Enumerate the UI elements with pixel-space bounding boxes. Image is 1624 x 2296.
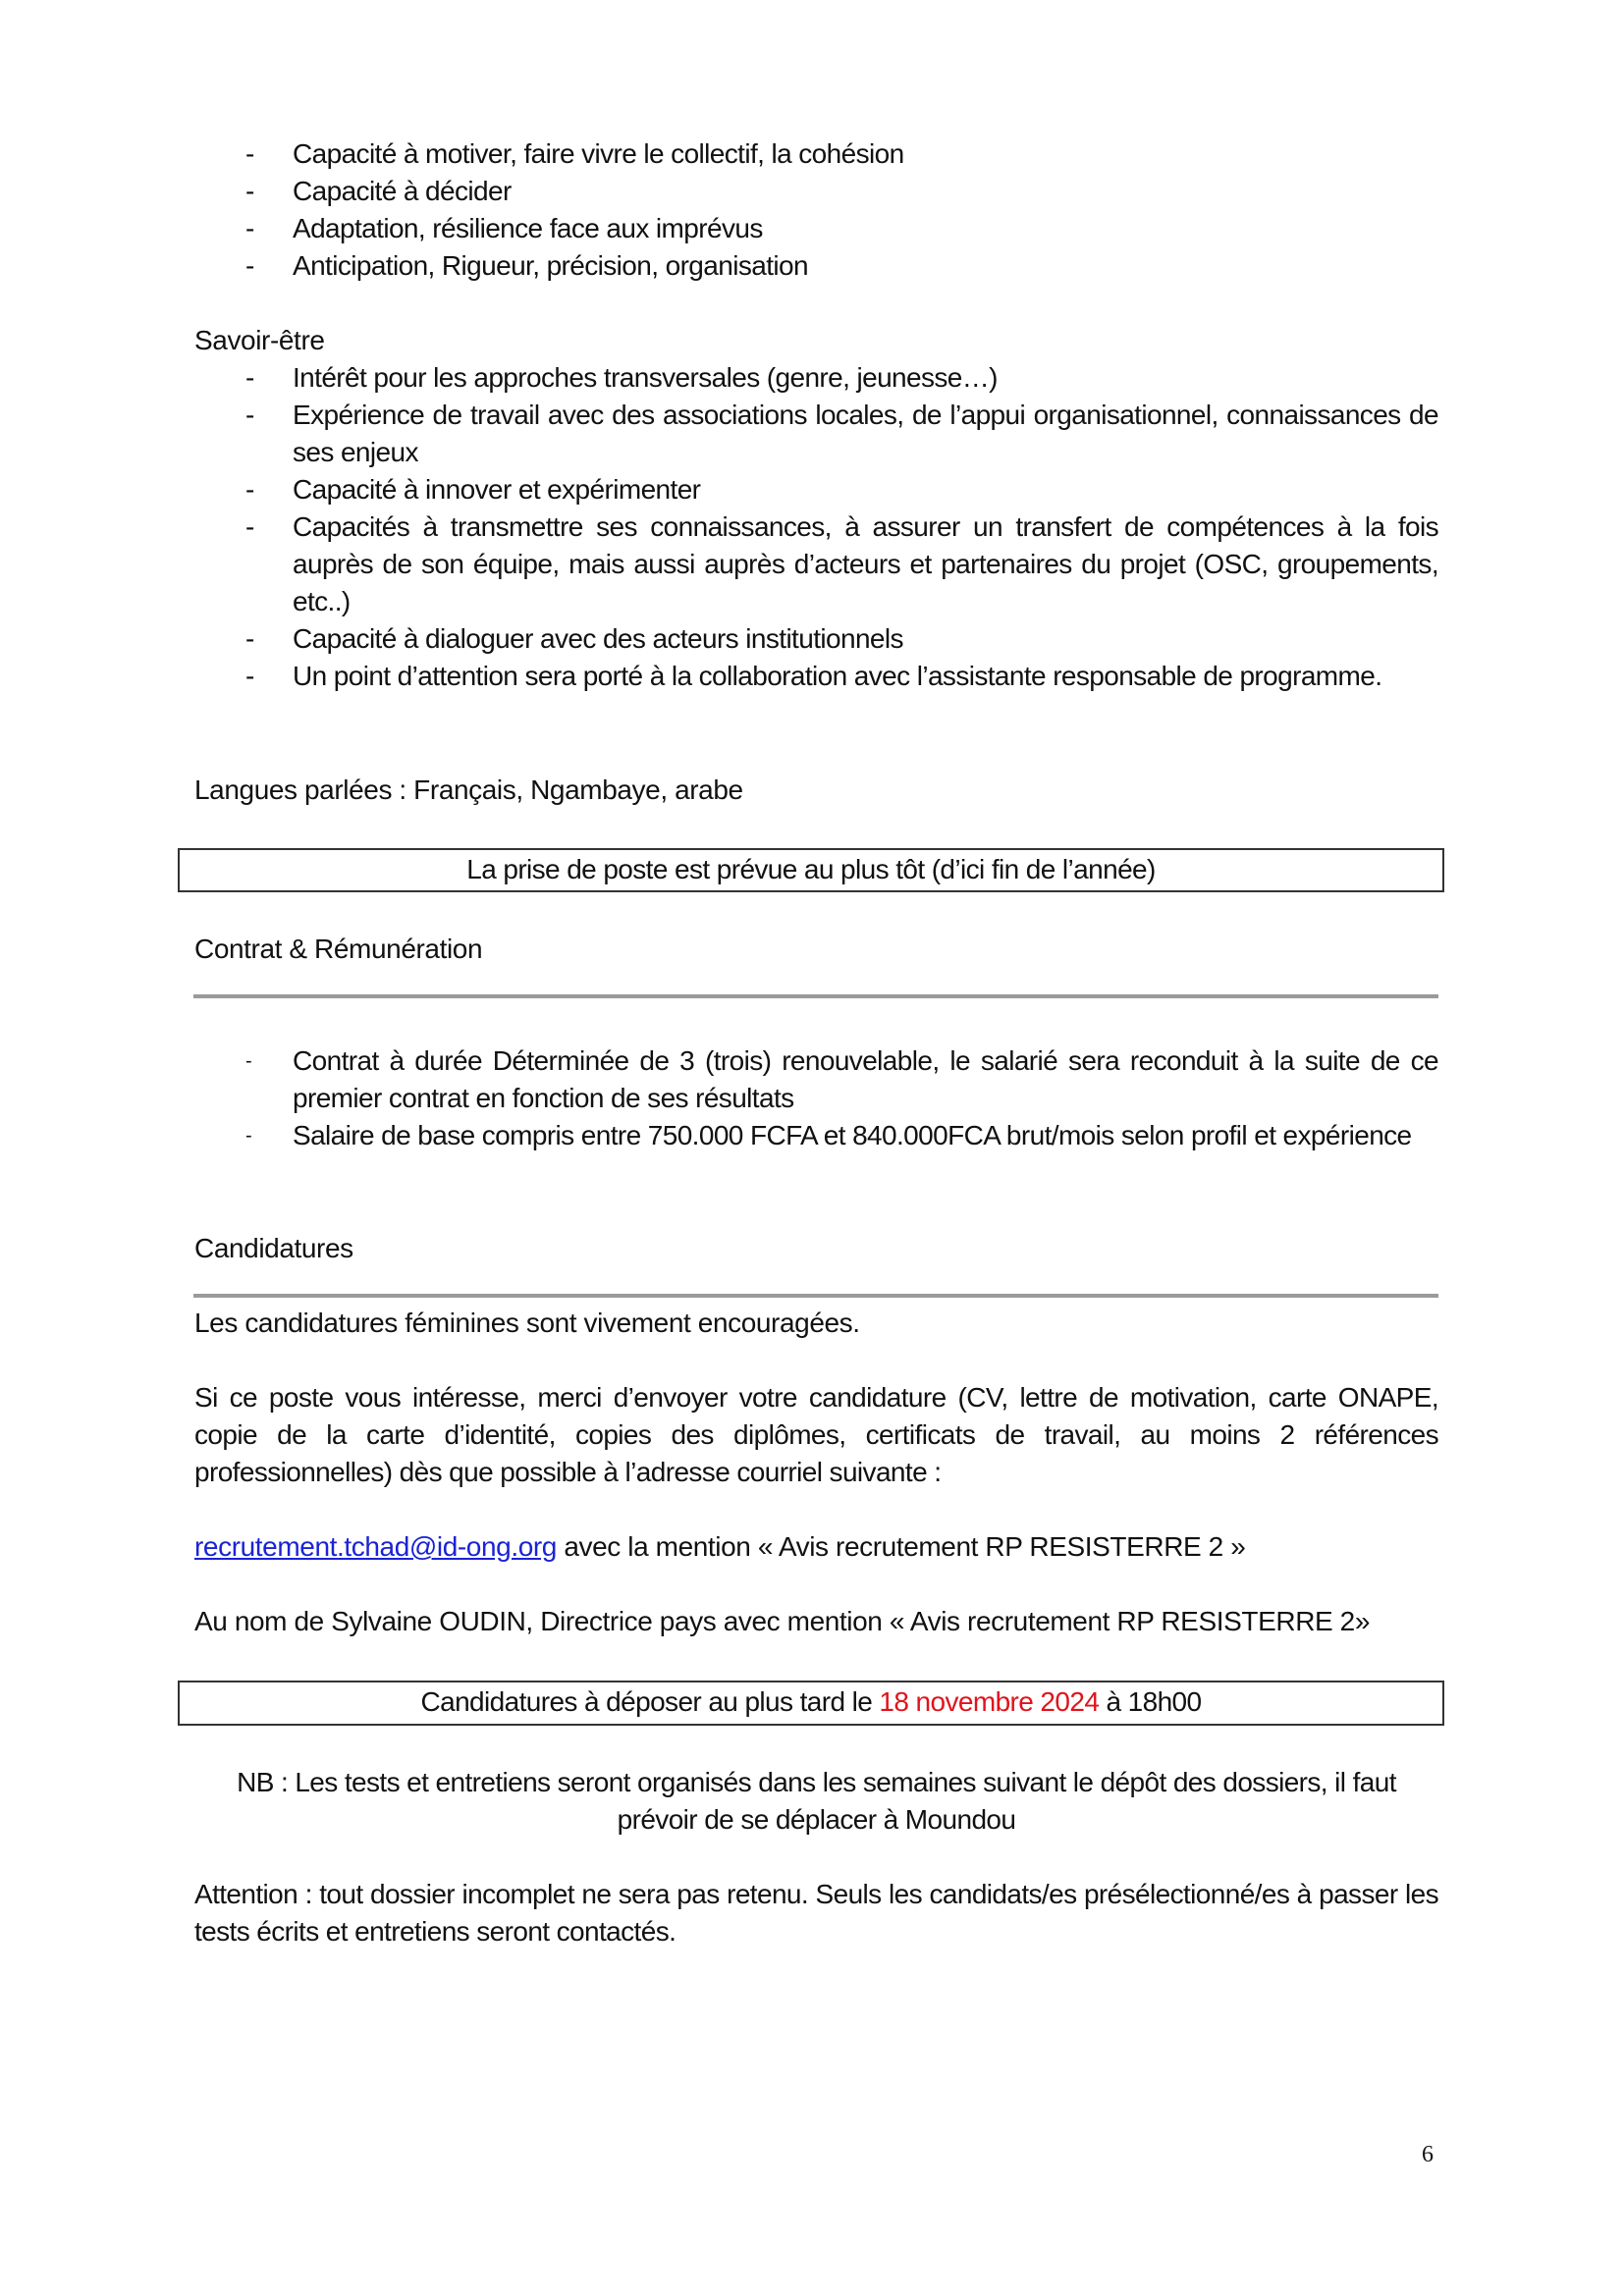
section-divider [193,994,1438,998]
nb-note: NB : Les tests et entretiens seront organisés dans les semaines suivant le dépôt des dossiers, il faut prévoir de se déplacer à Moundou [237,1767,1396,1835]
languages-line: Langues parlées : Français, Ngambaye, arabe [194,774,743,805]
women-encouraged-text: Les candidatures féminines sont vivement encouragées. [194,1308,860,1338]
bullet-dash: - [245,623,255,654]
bullet-dash: - [245,474,255,505]
list-item: Salaire de base compris entre 750.000 FCFA et 840.000FCA brut/mois selon profil et expérience [293,1120,1412,1150]
email-line [194,1528,1245,1566]
list-item: Contrat à durée Déterminée de 3 (trois) renouvelable, le salarié sera reconduit à la suite de ce premier contrat en fonction de ses résultats [293,1045,1438,1113]
contract-heading: Contrat & Rémunération [194,934,483,964]
list-item: Capacité à motiver, faire vivre le collectif, la cohésion [293,138,904,169]
deadline-text-before: Candidatures à déposer au plus tard le [420,1686,880,1717]
bullet-dash: - [245,400,255,430]
email-mention: avec la mention « Avis recrutement RP RESISTERRE 2 » [556,1531,1246,1562]
start-date-text: La prise de poste est prévue au plus tôt (d’ici fin de l’année) [466,854,1156,884]
deadline-box [178,1681,1444,1726]
savoir-etre-heading: Savoir-être [194,325,325,355]
bullet-dash: - [245,1050,252,1072]
recruitment-email-link[interactable]: recrutement.tchad@id-ong.org [194,1531,557,1562]
list-item: Capacité à décider [293,176,512,206]
list-item: Expérience de travail avec des associations locales, de l’appui organisationnel, connaissances de ses enjeux [293,400,1438,467]
bullet-dash: - [245,661,255,691]
list-item: Capacité à innover et expérimenter [293,474,701,505]
bullet-dash: - [245,511,255,542]
application-instructions: Si ce poste vous intéresse, merci d’envoyer votre candidature (CV, lettre de motivation, carte ONAPE, copie de la carte d’identité, copies des diplômes, certificats de travail, au moins 2 références professionnelles) dès que possible à l’adresse courriel suivante : [194,1382,1438,1487]
deadline-text-after: à 18h00 [1099,1686,1202,1717]
attention-note: Attention : tout dossier incomplet ne sera pas retenu. Seuls les candidats/es présélectionné/es à passer les tests écrits et entretiens seront contactés. [194,1879,1438,1947]
applications-heading: Candidatures [194,1233,353,1263]
list-item: Adaptation, résilience face aux imprévus [293,213,763,243]
bullet-dash: - [245,138,255,169]
deadline-date: 18 novembre 2024 [879,1686,1100,1717]
bullet-dash: - [245,213,255,243]
addressed-to-line: Au nom de Sylvaine OUDIN, Directrice pays avec mention « Avis recrutement RP RESISTERRE 2» [194,1606,1371,1636]
list-item: Capacité à dialoguer avec des acteurs institutionnels [293,623,903,654]
start-date-box [178,848,1444,892]
bullet-dash: - [245,1125,252,1147]
page-number: 6 [1422,2142,1434,2167]
list-item: Capacités à transmettre ses connaissances, à assurer un transfert de compétences à la fois auprès de son équipe, mais aussi auprès d’acteurs et partenaires du projet (OSC, groupements, etc..) [293,511,1438,616]
list-item: Intérêt pour les approches transversales (genre, jeunesse…) [293,362,998,393]
bullet-dash: - [245,250,255,281]
bullet-dash: - [245,176,255,206]
section-divider [193,1294,1438,1298]
list-item: Un point d’attention sera porté à la collaboration avec l’assistante responsable de programme. [293,661,1382,691]
list-item: Anticipation, Rigueur, précision, organisation [293,250,808,281]
bullet-dash: - [245,362,255,393]
